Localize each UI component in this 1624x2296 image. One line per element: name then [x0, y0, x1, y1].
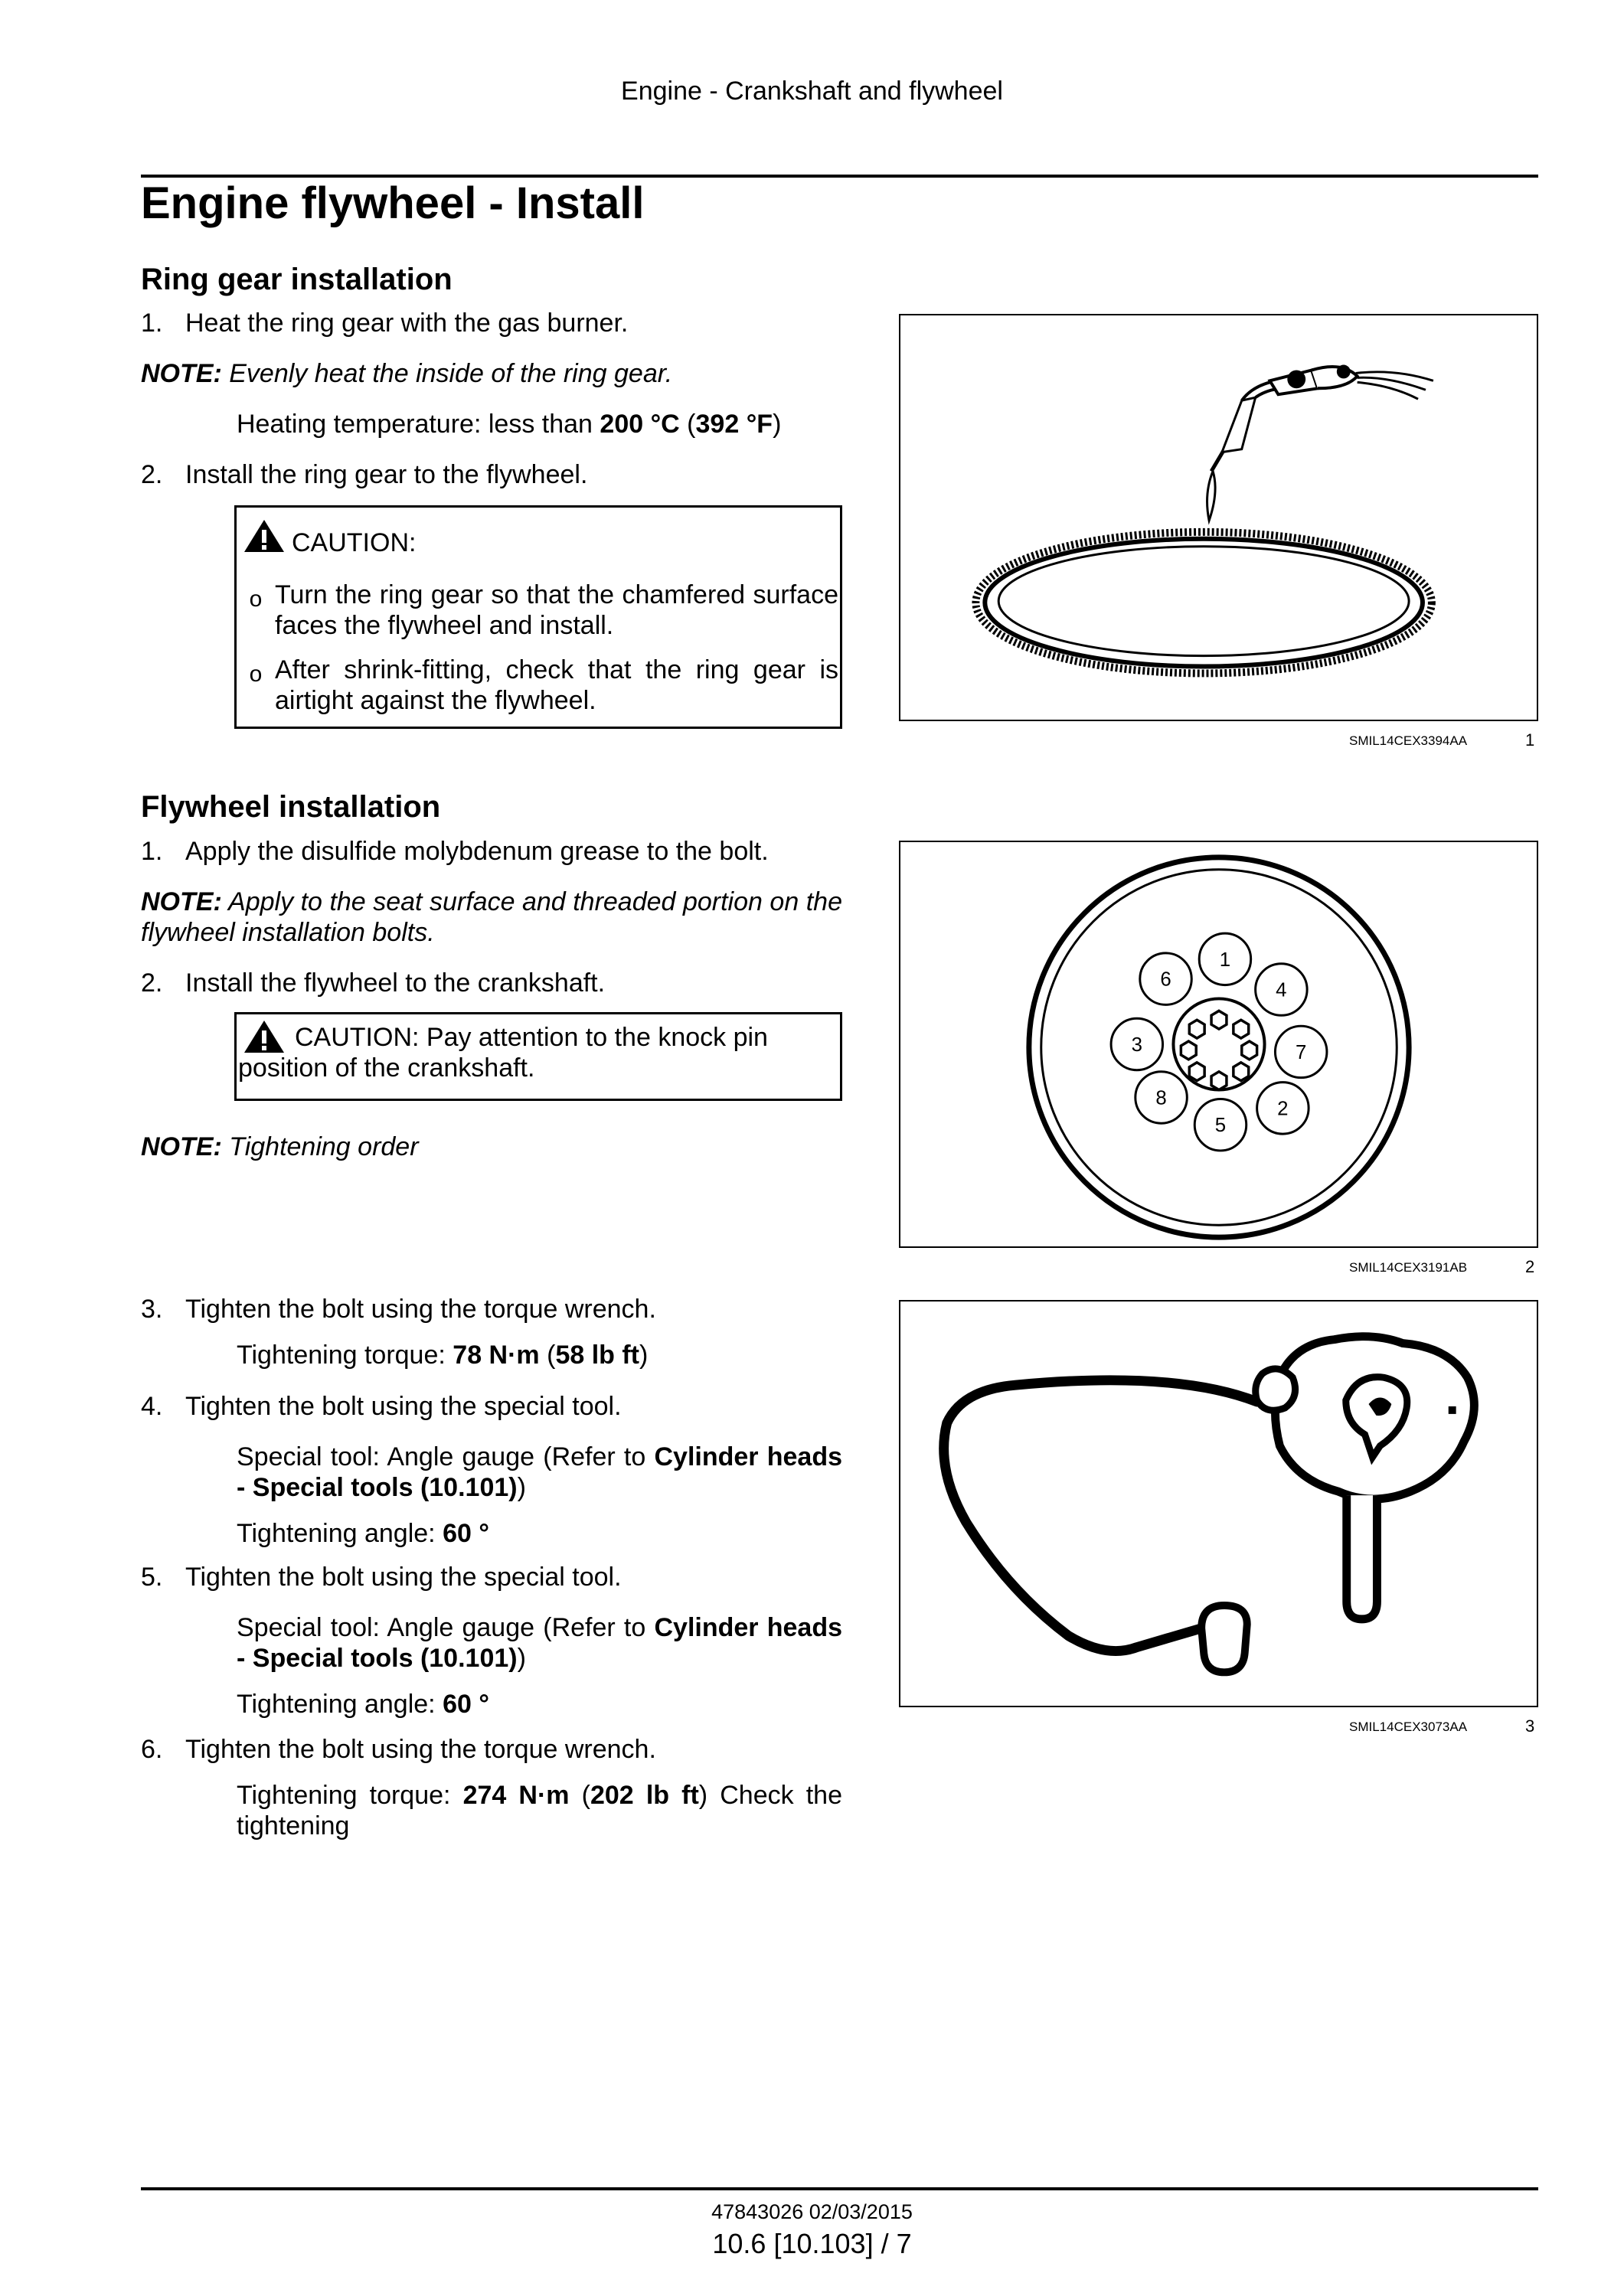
- step-number: 2.: [141, 968, 163, 998]
- page-title: Engine flywheel - Install: [141, 178, 645, 228]
- figure-id: SMIL14CEX3191AB: [1349, 1260, 1468, 1275]
- caution-label: CAUTION:: [292, 528, 417, 557]
- caution-bullet: [237, 580, 840, 641]
- bolt-order-label: 3: [1131, 1034, 1142, 1056]
- spec-value-imperial: 58 lb ft: [555, 1341, 640, 1370]
- special-tool-spec: Special tool: Angle gauge (Refer to Cylinder heads - Special tools (10.101)): [237, 1442, 843, 1502]
- spec-label: Tightening torque:: [237, 1781, 451, 1810]
- note-text: Evenly heat the inside of the ring gear.: [229, 359, 673, 388]
- note-text: Tightening order: [229, 1132, 419, 1161]
- spec-prefix: less than: [488, 410, 593, 439]
- bolt-order-label: 6: [1160, 968, 1171, 991]
- spec-label: Tightening angle:: [237, 1519, 436, 1548]
- tool-reference-link[interactable]: Cylinder heads - Special tools (10.101): [237, 1613, 843, 1673]
- flywheel-step-1: [141, 836, 842, 867]
- caution-bullet: [237, 655, 840, 716]
- bullet-marker: o: [249, 661, 263, 687]
- bolt-order-label: 1: [1219, 949, 1231, 971]
- step-number: 3.: [141, 1295, 163, 1324]
- step-text: Tighten the bolt using the special tool.: [185, 1563, 622, 1592]
- note-label: NOTE:: [141, 1132, 222, 1161]
- caution-bullet-text: Turn the ring gear so that the chamfered surface faces the flywheel and install.: [275, 580, 838, 640]
- spec-label: Tightening torque:: [237, 1341, 446, 1370]
- step-number: 5.: [141, 1563, 163, 1592]
- bolt-order-label: 7: [1296, 1041, 1307, 1063]
- bolt-order-label: 5: [1214, 1115, 1227, 1137]
- angle-gauge-illustration: [900, 1302, 1537, 1706]
- spec-value: 60 °: [443, 1519, 489, 1548]
- figure-angle-gauge: [899, 1300, 1538, 1707]
- step-number: 1.: [141, 837, 163, 866]
- step-number: 2.: [141, 460, 163, 489]
- flywheel-note-2: [141, 1132, 842, 1162]
- figure-number: 1: [1525, 730, 1535, 750]
- spec-suffix: Check the tightening: [237, 1781, 842, 1840]
- step-text: Heat the ring gear with the gas burner.: [185, 309, 629, 338]
- angle-spec: [141, 1518, 842, 1549]
- spec-value-metric: 274 N·m: [462, 1781, 570, 1810]
- special-tool-spec: Special tool: Angle gauge (Refer to Cylinder heads - Special tools (10.101)): [237, 1613, 843, 1673]
- ring-gear-note-1: [141, 358, 842, 389]
- tool-label: Special tool:: [237, 1442, 380, 1471]
- bolt-order-label: 2: [1277, 1098, 1289, 1120]
- step-text: Install the ring gear to the flywheel.: [185, 460, 588, 489]
- heating-temperature-spec: Heating temperature: less than 200 °C (392 °F): [237, 410, 782, 439]
- spec-label: Tightening angle:: [237, 1690, 436, 1719]
- spec-value-metric: 200 °C: [600, 410, 680, 439]
- flywheel-step-2: [141, 968, 842, 998]
- figure-number: 2: [1525, 1257, 1535, 1276]
- tool-text: Angle gauge (Refer to: [387, 1442, 646, 1471]
- spec-label: Heating temperature:: [237, 410, 482, 439]
- footer-doc-code: 47843026 02/03/2015: [711, 2200, 913, 2223]
- flywheel-bolt-pattern: [900, 842, 1537, 1246]
- step-number: 4.: [141, 1392, 163, 1421]
- bullet-marker: o: [249, 586, 263, 612]
- note-label: NOTE:: [141, 359, 222, 388]
- bolt-order-label: 4: [1276, 979, 1287, 1001]
- torque-spec: Tightening torque: 78 N·m (58 lb ft): [237, 1341, 649, 1370]
- step-text: Install the flywheel to the crankshaft.: [185, 968, 606, 998]
- spec-value: 60 °: [443, 1690, 489, 1719]
- figure-id: SMIL14CEX3073AA: [1349, 1720, 1468, 1734]
- ring-gear-step-2: [141, 459, 842, 490]
- tool-text: Angle gauge (Refer to: [387, 1613, 646, 1642]
- flywheel-step-5: [141, 1562, 842, 1720]
- section-heading-flywheel: Flywheel installation: [141, 790, 441, 824]
- tool-label: Special tool:: [237, 1613, 380, 1642]
- footer-page-reference: 10.6 [10.103] / 7: [712, 2228, 912, 2259]
- flywheel-step-6: [141, 1734, 842, 1841]
- figure-number: 3: [1525, 1716, 1535, 1736]
- step-text: Tighten the bolt using the torque wrench.: [185, 1295, 656, 1324]
- step-text: Apply the disulfide molybdenum grease to the bolt.: [185, 837, 769, 866]
- step-text: Tighten the bolt using the torque wrench.: [185, 1735, 656, 1764]
- ring-gear-burner-illustration: [900, 315, 1537, 720]
- caution-text: CAUTION: Pay attention to the knock pin position of the crankshaft.: [238, 1023, 768, 1083]
- figure-id: SMIL14CEX3394AA: [1349, 733, 1468, 748]
- flywheel-step-3: [141, 1294, 842, 1370]
- note-text: Apply to the seat surface and threaded portion on the flywheel installation bolts.: [141, 887, 842, 947]
- bolt-order-label: 8: [1155, 1087, 1167, 1109]
- footer-rule: [141, 2187, 1538, 2190]
- caution-header: [237, 518, 840, 558]
- figure-ring-gear-heating: [899, 314, 1538, 721]
- step-number: 1.: [141, 309, 163, 338]
- tool-reference-link[interactable]: Cylinder heads - Special tools (10.101): [237, 1442, 843, 1502]
- torque-spec: Tightening torque: 274 N·m (202 lb ft) Check the tightening: [237, 1781, 842, 1840]
- section-heading-ring-gear: Ring gear installation: [141, 263, 453, 296]
- flywheel-note-1: [141, 887, 842, 948]
- warning-triangle-icon: [243, 518, 286, 554]
- spec-value-metric: 78 N·m: [453, 1341, 540, 1370]
- angle-spec: [141, 1689, 842, 1720]
- figure-tightening-order: [899, 841, 1538, 1248]
- step-text: Tighten the bolt using the special tool.: [185, 1392, 622, 1421]
- caution-bullet-text: After shrink-fitting, check that the ring gear is airtight against the flywheel.: [275, 655, 838, 715]
- ring-gear-caution-box: [234, 505, 842, 729]
- spec-value-imperial: 392 °F: [695, 410, 773, 439]
- step-number: 6.: [141, 1735, 163, 1764]
- running-header: Engine - Crankshaft and flywheel: [621, 77, 1003, 106]
- ring-gear-step-1: [141, 308, 842, 338]
- flywheel-step-4: [141, 1391, 842, 1549]
- flywheel-caution-box: [234, 1012, 842, 1101]
- spec-value-imperial: 202 lb ft: [590, 1781, 699, 1810]
- note-label: NOTE:: [141, 887, 222, 916]
